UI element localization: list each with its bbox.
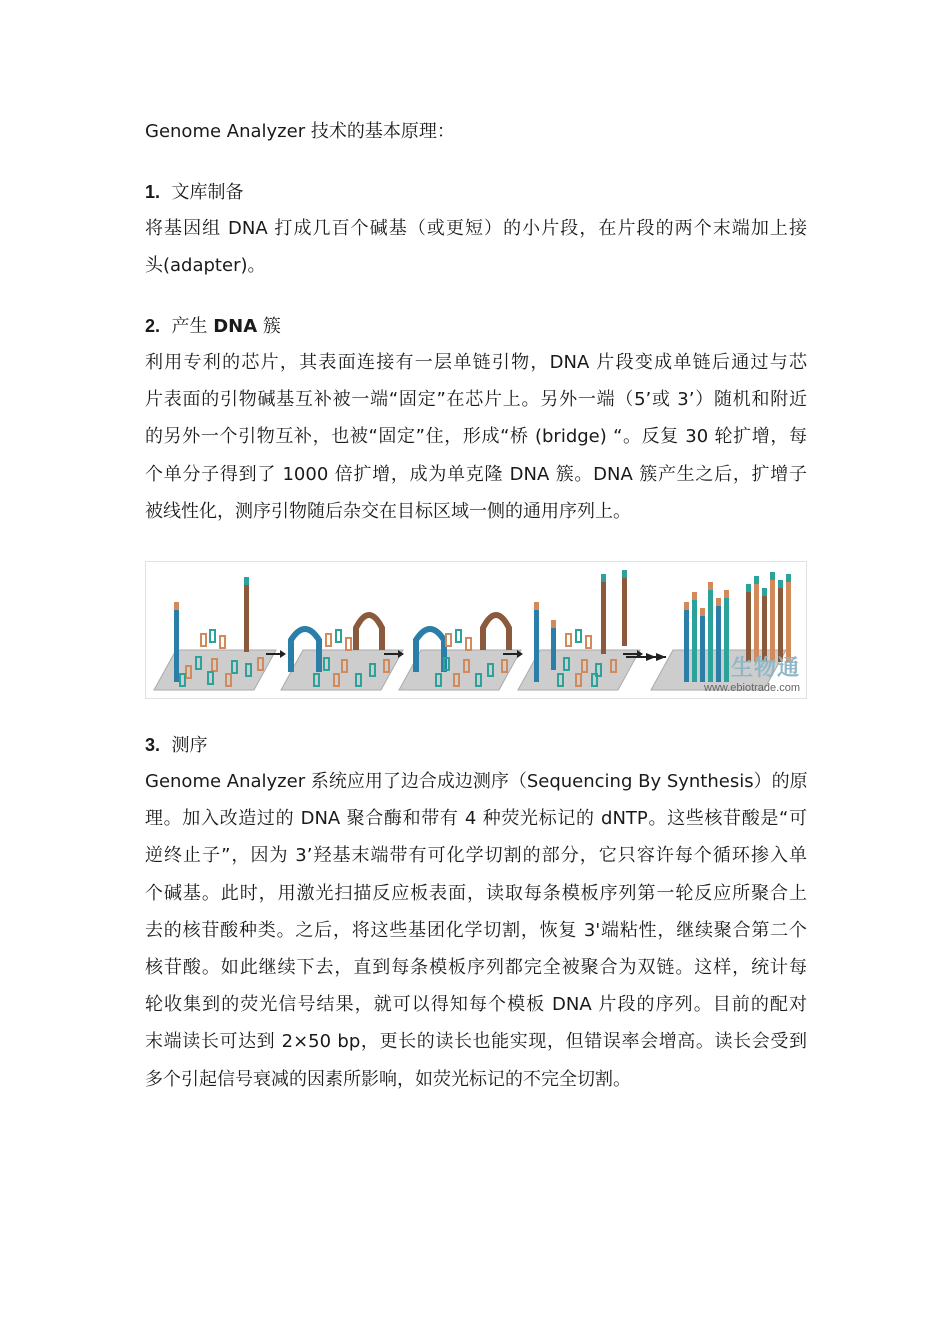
dna-bridge bbox=[483, 615, 509, 650]
paragraph-line: 个碱基。此时，用激光扫描反应板表面，读取每条模板序列第一轮反应所聚合上 bbox=[145, 882, 807, 904]
primer bbox=[566, 634, 571, 646]
primer bbox=[576, 630, 581, 642]
dna-strand bbox=[601, 574, 606, 654]
adapter-cap bbox=[762, 588, 767, 596]
section-2-paragraph bbox=[145, 344, 807, 530]
adapter-cap bbox=[534, 602, 539, 610]
section-3-heading bbox=[145, 731, 207, 760]
arrow-head bbox=[656, 653, 666, 661]
section-number: 2. bbox=[145, 316, 161, 336]
adapter-cap bbox=[716, 598, 721, 606]
primer bbox=[586, 636, 591, 648]
dna-strand bbox=[778, 580, 783, 662]
paragraph-line: 逆终止子”，因为 3’羟基末端带有可化学切割的部分，它只容许每个循环掺入单 bbox=[145, 845, 807, 867]
section-title-prefix: 产生 bbox=[171, 316, 208, 337]
section-number: 3. bbox=[145, 735, 161, 755]
primer bbox=[210, 630, 215, 642]
paragraph-line: 头(adapter)。 bbox=[145, 255, 266, 277]
paragraph-line: 利用专利的芯片，其表面连接有一层单链引物，DNA 片段变成单链后通过与芯 bbox=[145, 352, 807, 373]
primer bbox=[336, 630, 341, 642]
paragraph-line: 末端读长可达到 2×50 bp，更长的读长也能实现，但错误率会增高。读长会受到 bbox=[145, 1031, 807, 1053]
dna-bridge bbox=[356, 615, 382, 650]
dna-strand bbox=[174, 602, 179, 682]
watermark-url: www.ebiotrade.com bbox=[704, 682, 800, 694]
dna-strand bbox=[754, 576, 759, 662]
adapter-cap bbox=[746, 584, 751, 592]
primer bbox=[446, 634, 451, 646]
watermark bbox=[704, 651, 800, 694]
primer bbox=[326, 634, 331, 646]
section-1-paragraph bbox=[145, 210, 807, 284]
arrow-head bbox=[280, 650, 286, 658]
paragraph-line: Genome Analyzer 系统应用了边合成边测序（Sequencing By Synthesis）的原 bbox=[145, 771, 808, 792]
adapter-cap bbox=[692, 592, 697, 600]
adapter-cap bbox=[622, 570, 627, 578]
section-1-heading bbox=[145, 178, 243, 207]
paragraph-line: 去的核苷酸种类。之后，将这些基团化学切割，恢复 3'端粘性，继续聚合第二个 bbox=[145, 919, 807, 941]
adapter-cap bbox=[708, 582, 713, 590]
intro-line: Genome Analyzer 技术的基本原理： bbox=[145, 121, 455, 142]
adapter-cap bbox=[700, 608, 705, 616]
primer bbox=[201, 634, 206, 646]
paragraph-line: 被线性化，测序引物随后杂交在目标区域一侧的通用序列上。 bbox=[145, 500, 631, 522]
section-number: 1. bbox=[145, 182, 161, 202]
section-title: 测序 bbox=[171, 735, 208, 756]
paragraph-line: 的另外一个引物互补，也被“固定”住，形成“桥 (bridge) “。反复 30 轮扩增，每 bbox=[145, 426, 807, 448]
section-title-bold: DNA bbox=[213, 316, 258, 337]
primer bbox=[456, 630, 461, 642]
adapter-cap bbox=[724, 590, 729, 598]
adapter-cap bbox=[754, 576, 759, 584]
watermark-logo-text: 生物通 bbox=[730, 656, 800, 681]
section-2-heading bbox=[145, 312, 281, 341]
paragraph-line: 个单分子得到了 1000 倍扩增，成为单克隆 DNA 簇。DNA 簇产生之后，扩增子 bbox=[145, 463, 807, 485]
paragraph-line: 将基因组 DNA 打成几百个碱基（或更短）的小片段，在片段的两个末端加上接 bbox=[145, 218, 807, 239]
primer bbox=[466, 638, 471, 650]
dna-strand bbox=[786, 574, 791, 662]
adapter-cap bbox=[770, 572, 775, 580]
dna-strand bbox=[622, 570, 627, 646]
section-title-suffix: 簇 bbox=[262, 316, 281, 337]
adapter-cap bbox=[244, 577, 249, 585]
dna-strand bbox=[244, 577, 249, 652]
arrow-head bbox=[646, 653, 656, 661]
primer bbox=[220, 636, 225, 648]
dna-strand bbox=[684, 602, 689, 682]
adapter-cap bbox=[684, 602, 689, 610]
primer bbox=[346, 638, 351, 650]
adapter-cap bbox=[174, 602, 179, 610]
adapter-cap bbox=[551, 620, 556, 628]
paragraph-line: 片表面的引物碱基互补被一端“固定”在芯片上。另外一端（5’或 3’）随机和附近 bbox=[145, 389, 807, 411]
section-title: 文库制备 bbox=[171, 182, 244, 203]
paragraph-line: 多个引起信号衰减的因素所影响，如荧光标记的不完全切割。 bbox=[145, 1068, 631, 1090]
bridge-amplification-figure bbox=[145, 561, 807, 699]
dna-strand bbox=[534, 602, 539, 682]
adapter-cap bbox=[778, 580, 783, 588]
adapter-cap bbox=[601, 574, 606, 582]
dna-strand bbox=[692, 592, 697, 682]
dna-strand bbox=[770, 572, 775, 662]
paragraph-line: 理。加入改造过的 DNA 聚合酶和带有 4 种荧光标记的 dNTP。这些核苷酸是“可 bbox=[145, 808, 807, 830]
section-3-paragraph bbox=[145, 763, 807, 1098]
paragraph-line: 核苷酸。如此继续下去，直到每条模板序列都完全被聚合为双链。这样，统计每 bbox=[145, 956, 807, 978]
adapter-cap bbox=[786, 574, 791, 582]
paragraph-line: 轮收集到的荧光信号结果，就可以得知每个模板 DNA 片段的序列。目前的配对 bbox=[145, 994, 807, 1016]
